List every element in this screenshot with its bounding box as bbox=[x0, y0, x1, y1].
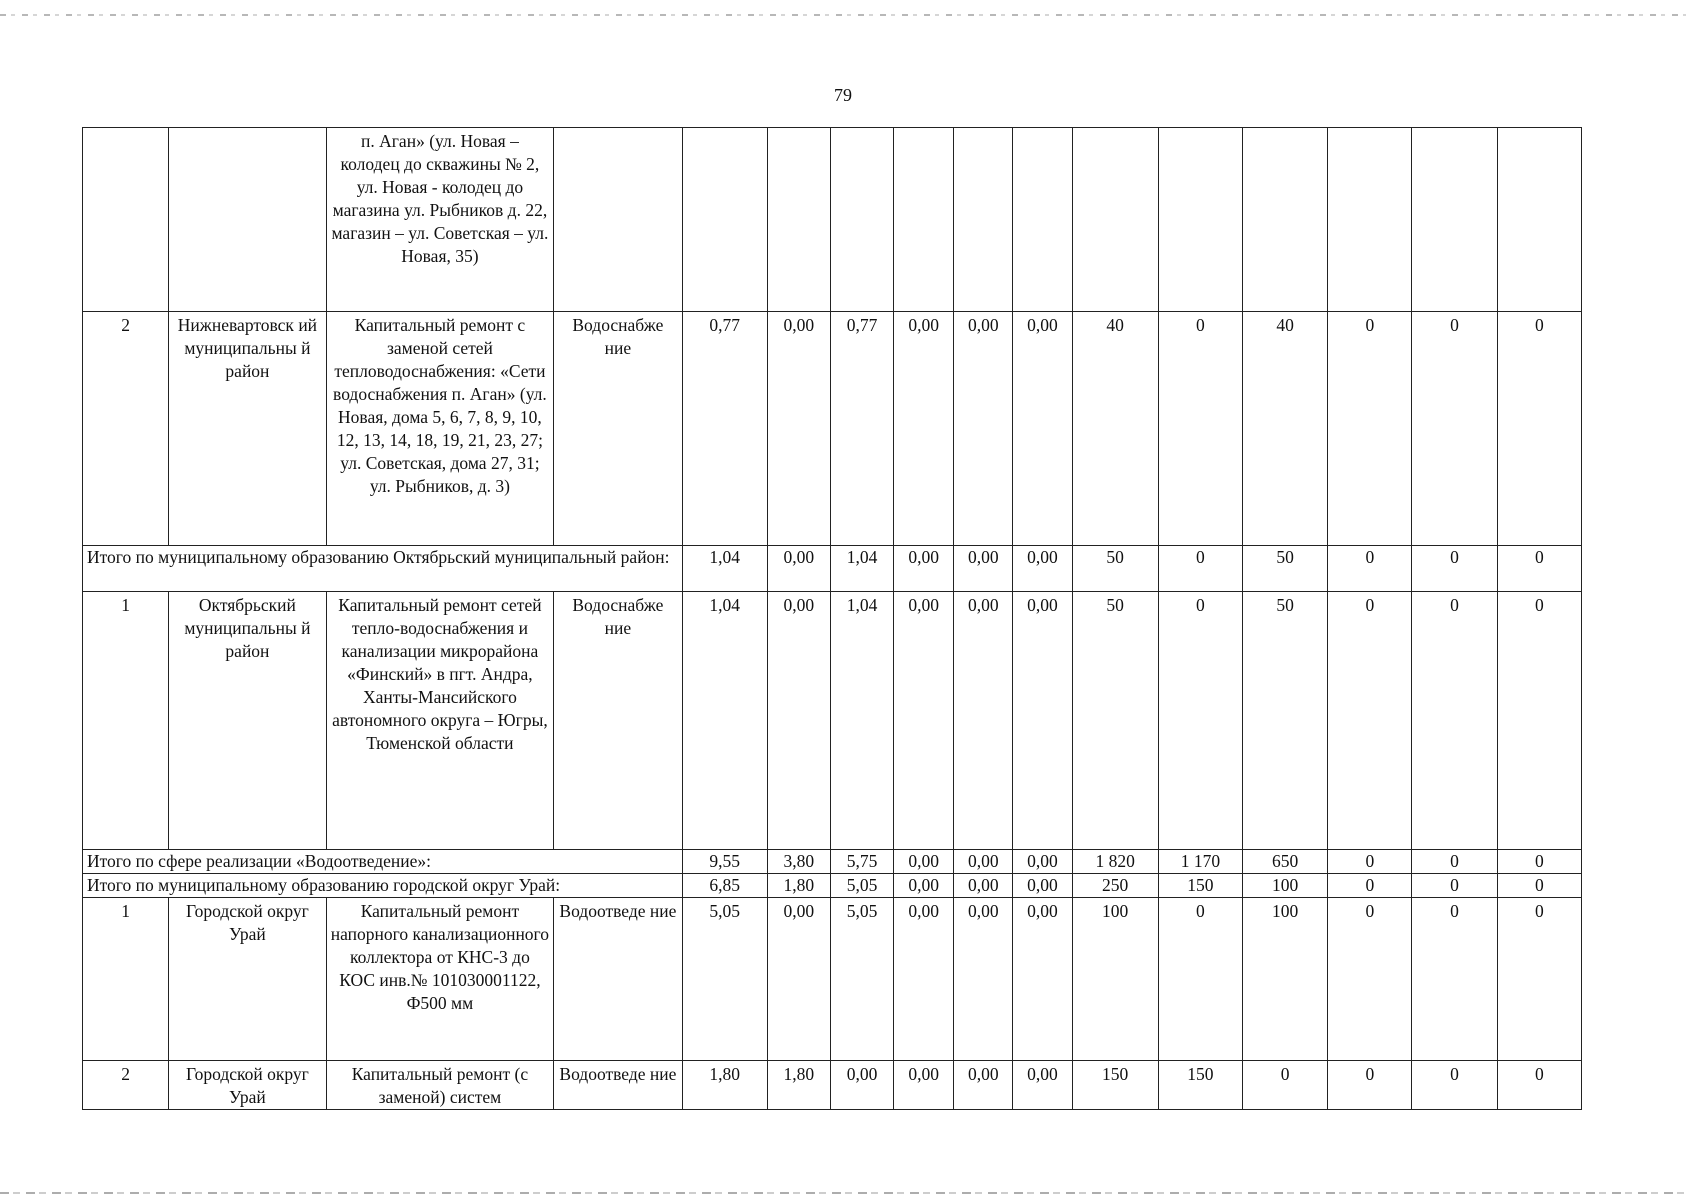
value-cell: 0,00 bbox=[954, 874, 1013, 898]
value-cell: 100 bbox=[1242, 898, 1327, 1061]
value-cell: 0,00 bbox=[1013, 1061, 1072, 1110]
value-cell: 0 bbox=[1497, 546, 1581, 592]
total-label: Итого по муниципальному образованию городской округ Урай: bbox=[83, 874, 683, 898]
value-cell: 5,05 bbox=[830, 874, 893, 898]
value-cell: 0 bbox=[1328, 850, 1412, 874]
value-cell: 650 bbox=[1242, 850, 1327, 874]
sphere-cell: Водоотведе ние bbox=[554, 898, 682, 1061]
value-cell bbox=[767, 128, 830, 312]
value-cell: 0 bbox=[1497, 1061, 1581, 1110]
value-cell: 1,80 bbox=[767, 874, 830, 898]
value-cell: 3,80 bbox=[767, 850, 830, 874]
value-cell: 250 bbox=[1072, 874, 1158, 898]
value-cell bbox=[1497, 128, 1581, 312]
municipality-cell bbox=[169, 128, 326, 312]
value-cell: 0,00 bbox=[954, 1061, 1013, 1110]
value-cell: 0,00 bbox=[767, 546, 830, 592]
row-number bbox=[83, 128, 169, 312]
value-cell: 0 bbox=[1497, 874, 1581, 898]
scan-edge-bottom bbox=[0, 1192, 1686, 1194]
value-cell: 50 bbox=[1072, 592, 1158, 850]
description-cell: Капитальный ремонт (с заменой) систем bbox=[326, 1061, 554, 1110]
value-cell: 40 bbox=[1072, 312, 1158, 546]
value-cell: 0,00 bbox=[767, 898, 830, 1061]
value-cell: 0,77 bbox=[830, 312, 893, 546]
municipality-cell: Октябрьский муниципальны й район bbox=[169, 592, 326, 850]
row-number: 1 bbox=[83, 592, 169, 850]
value-cell bbox=[1328, 128, 1412, 312]
value-cell: 50 bbox=[1242, 546, 1327, 592]
value-cell: 0 bbox=[1412, 898, 1497, 1061]
value-cell: 0,00 bbox=[1013, 592, 1072, 850]
value-cell: 0 bbox=[1328, 546, 1412, 592]
row-number: 2 bbox=[83, 312, 169, 546]
description-cell: Капитальный ремонт с заменой сетей тепловодоснабжения: «Сети водоснабжения п. Аган» (ул. Новая, дома 5, 6, 7, 8, 9, 10, 12, 13, 14, 18, 19, 21, 23, 27; ул. Советская, дома 27, 31; ул. Рыбников, д. 3) bbox=[326, 312, 554, 546]
value-cell: 0,77 bbox=[682, 312, 767, 546]
row-number: 2 bbox=[83, 1061, 169, 1110]
value-cell: 0,00 bbox=[894, 898, 954, 1061]
value-cell: 0 bbox=[1412, 1061, 1497, 1110]
table-body bbox=[83, 128, 1582, 1110]
value-cell: 100 bbox=[1072, 898, 1158, 1061]
value-cell: 0,00 bbox=[894, 312, 954, 546]
value-cell: 0,00 bbox=[830, 1061, 893, 1110]
value-cell: 0 bbox=[1497, 898, 1581, 1061]
value-cell bbox=[1412, 128, 1497, 312]
value-cell: 0,00 bbox=[767, 592, 830, 850]
value-cell: 0,00 bbox=[1013, 546, 1072, 592]
value-cell: 1 820 bbox=[1072, 850, 1158, 874]
municipality-cell: Нижневартовск ий муниципальны й район bbox=[169, 312, 326, 546]
value-cell bbox=[1072, 128, 1158, 312]
value-cell: 0,00 bbox=[954, 546, 1013, 592]
value-cell: 0 bbox=[1158, 592, 1242, 850]
value-cell: 0,00 bbox=[954, 312, 1013, 546]
value-cell: 0 bbox=[1412, 546, 1497, 592]
total-row bbox=[83, 546, 1582, 592]
value-cell: 50 bbox=[1242, 592, 1327, 850]
value-cell: 1,80 bbox=[682, 1061, 767, 1110]
value-cell: 0 bbox=[1328, 592, 1412, 850]
value-cell bbox=[1013, 128, 1072, 312]
total-label: Итого по муниципальному образованию Октябрьский муниципальный район: bbox=[83, 546, 683, 592]
row-number: 1 bbox=[83, 898, 169, 1061]
value-cell: 0 bbox=[1328, 312, 1412, 546]
table-row bbox=[83, 1061, 1582, 1110]
value-cell: 0 bbox=[1497, 592, 1581, 850]
value-cell: 1,04 bbox=[682, 592, 767, 850]
table-row bbox=[83, 312, 1582, 546]
value-cell bbox=[1158, 128, 1242, 312]
value-cell: 100 bbox=[1242, 874, 1327, 898]
value-cell: 0,00 bbox=[894, 874, 954, 898]
value-cell bbox=[954, 128, 1013, 312]
description-cell: Капитальный ремонт напорного канализационного коллектора от КНС-3 до КОС инв.№ 101030001122, Ф500 мм bbox=[326, 898, 554, 1061]
value-cell bbox=[682, 128, 767, 312]
value-cell: 1,04 bbox=[830, 592, 893, 850]
value-cell bbox=[1242, 128, 1327, 312]
value-cell: 1,80 bbox=[767, 1061, 830, 1110]
value-cell: 0 bbox=[1497, 312, 1581, 546]
value-cell: 0 bbox=[1412, 850, 1497, 874]
value-cell: 1,04 bbox=[682, 546, 767, 592]
value-cell: 0 bbox=[1242, 1061, 1327, 1110]
value-cell: 6,85 bbox=[682, 874, 767, 898]
sphere-cell: Водоснабже ние bbox=[554, 312, 682, 546]
value-cell: 150 bbox=[1158, 874, 1242, 898]
value-cell: 0 bbox=[1412, 592, 1497, 850]
value-cell: 150 bbox=[1158, 1061, 1242, 1110]
value-cell: 0 bbox=[1412, 874, 1497, 898]
sphere-cell: Водоотведе ние bbox=[554, 1061, 682, 1110]
value-cell: 0,00 bbox=[767, 312, 830, 546]
value-cell: 0 bbox=[1328, 874, 1412, 898]
value-cell bbox=[830, 128, 893, 312]
value-cell bbox=[894, 128, 954, 312]
value-cell: 0 bbox=[1412, 312, 1497, 546]
value-cell: 5,75 bbox=[830, 850, 893, 874]
value-cell: 0 bbox=[1328, 898, 1412, 1061]
total-label: Итого по сфере реализации «Водоотведение»: bbox=[83, 850, 683, 874]
value-cell: 0 bbox=[1158, 312, 1242, 546]
value-cell: 0 bbox=[1497, 850, 1581, 874]
value-cell: 5,05 bbox=[830, 898, 893, 1061]
municipality-cell: Городской округ Урай bbox=[169, 898, 326, 1061]
sphere-cell: Водоснабже ние bbox=[554, 592, 682, 850]
value-cell: 150 bbox=[1072, 1061, 1158, 1110]
value-cell: 0,00 bbox=[954, 592, 1013, 850]
value-cell: 1 170 bbox=[1158, 850, 1242, 874]
table-row bbox=[83, 128, 1582, 312]
sphere-cell bbox=[554, 128, 682, 312]
value-cell: 9,55 bbox=[682, 850, 767, 874]
value-cell: 0,00 bbox=[1013, 850, 1072, 874]
value-cell: 0,00 bbox=[1013, 898, 1072, 1061]
table-row bbox=[83, 898, 1582, 1061]
value-cell: 0 bbox=[1158, 898, 1242, 1061]
value-cell: 0,00 bbox=[894, 546, 954, 592]
description-cell: п. Аган» (ул. Новая – колодец до скважины № 2, ул. Новая - колодец до магазина ул. Рыбников д. 22, магазин – ул. Советская – ул. Новая, 35) bbox=[326, 128, 554, 312]
investment-table bbox=[82, 127, 1582, 1110]
value-cell: 0,00 bbox=[1013, 874, 1072, 898]
value-cell: 0,00 bbox=[894, 850, 954, 874]
value-cell: 50 bbox=[1072, 546, 1158, 592]
description-cell: Капитальный ремонт сетей тепло-водоснабжения и канализации микрорайона «Финский» в пгт. Андра, Ханты-Мансийского автономного округа – Югры, Тюменской области bbox=[326, 592, 554, 850]
value-cell: 40 bbox=[1242, 312, 1327, 546]
value-cell: 0 bbox=[1158, 546, 1242, 592]
value-cell: 1,04 bbox=[830, 546, 893, 592]
value-cell: 0,00 bbox=[954, 898, 1013, 1061]
value-cell: 0,00 bbox=[954, 850, 1013, 874]
scan-edge-top bbox=[0, 14, 1686, 16]
page-number: 79 bbox=[834, 85, 852, 105]
value-cell: 0,00 bbox=[894, 592, 954, 850]
value-cell: 5,05 bbox=[682, 898, 767, 1061]
value-cell: 0 bbox=[1328, 1061, 1412, 1110]
total-row bbox=[83, 850, 1582, 874]
value-cell: 0,00 bbox=[894, 1061, 954, 1110]
value-cell: 0,00 bbox=[1013, 312, 1072, 546]
table-row bbox=[83, 592, 1582, 850]
municipality-cell: Городской округ Урай bbox=[169, 1061, 326, 1110]
total-row bbox=[83, 874, 1582, 898]
